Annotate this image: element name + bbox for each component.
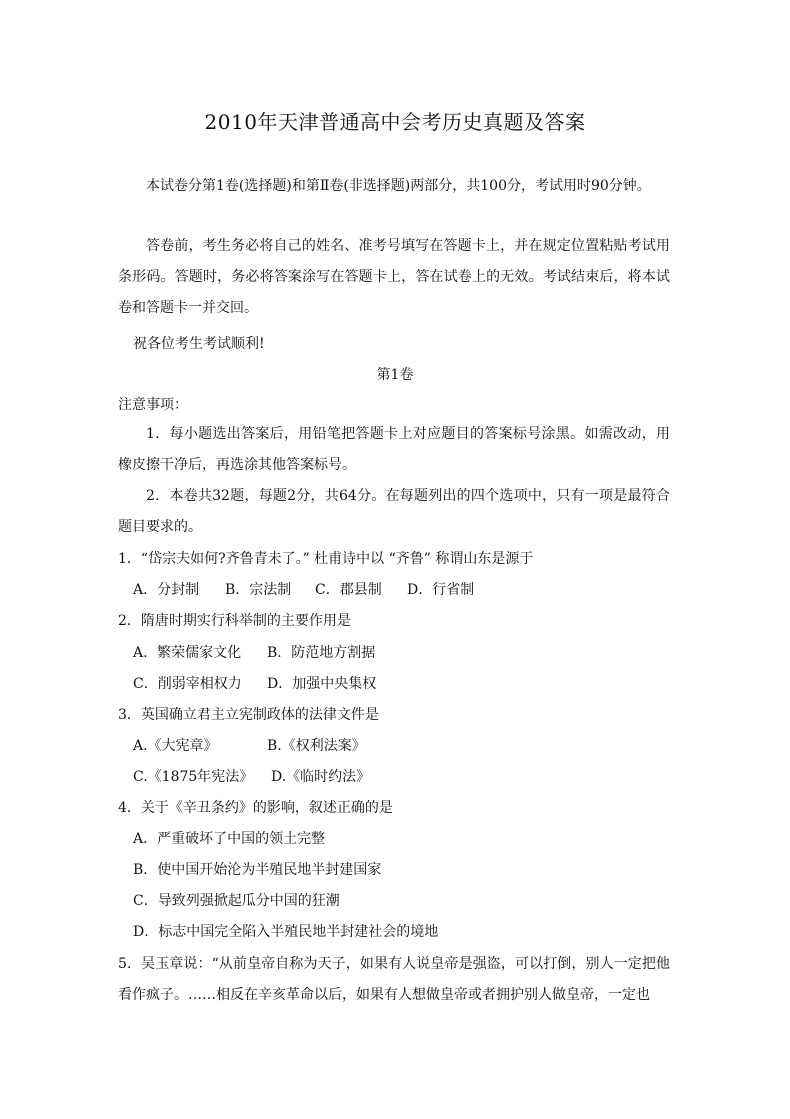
question-2-stem: 2．隋唐时期实行科举制的主要作用是 [118, 613, 351, 629]
option-b: B．防范地方割据 [267, 645, 376, 661]
option-c: C．削弱宰相权力 [133, 676, 242, 692]
instructions-paragraph: 答卷前，考生务必将自己的姓名、准考号填写在答题卡上，并在规定位置粘贴考试用条形码。答题时，务必将答案涂写在答题卡上，答在试卷上的无效。考试结束后，将本试卷和答题卡一并交回。 [118, 238, 670, 316]
option-d: D.《临时约法》 [271, 769, 371, 785]
question-4-option-a: A．严重破坏了中国的领土完整 [133, 831, 326, 847]
option-a: A．分封制 [133, 582, 200, 598]
option-d: D．行省制 [407, 582, 475, 598]
question-4-option-c: C．导致列强掀起瓜分中国的狂潮 [133, 893, 340, 909]
option-c: C．郡县制 [315, 582, 382, 598]
wish-text: 祝各位考生考试顺利! [133, 336, 265, 352]
option-a: A．繁荣儒家文化 [133, 645, 242, 661]
question-4-stem: 4．关于《辛丑条约》的影响，叙述正确的是 [118, 800, 393, 816]
section-title: 第1卷 [376, 367, 414, 383]
question-3-options-row-1 [133, 736, 366, 756]
document-title: 2010年天津普通高中会考历史真题及答案 [204, 110, 586, 134]
option-b: B.《权利法案》 [267, 738, 366, 754]
question-1-stem: 1．“岱宗夫如何?齐鲁青未了。” 杜甫诗中以 “齐鲁” 称谓山东是源于 [118, 551, 534, 567]
question-2-options-row-2 [133, 674, 376, 694]
option-a: A.《大宪章》 [133, 738, 218, 754]
question-1-options [133, 580, 474, 600]
notice-item-2: 2．本卷共32题，每题2分，共64分。在每题列出的四个选项中，只有一项是最符合题目要求的。 [118, 488, 670, 535]
question-5-stem: 5．吴玉章说：“从前皇帝自称为天子，如果有人说皇帝是强盗，可以打倒，别人一定把他看作疯子。……相反在辛亥革命以后，如果有人想做皇帝或者拥护别人做皇帝，一定也 [118, 956, 670, 1003]
question-3-stem: 3．英国确立君主立宪制政体的法律文件是 [118, 707, 379, 723]
intro-paragraph: 本试卷分第1卷(选择题)和第Ⅱ卷(非选择题)两部分，共100分，考试用时90分钟。 [146, 178, 651, 194]
question-4-option-d: D．标志中国完全陷入半殖民地半封建社会的境地 [133, 924, 439, 940]
option-d: D．加强中央集权 [267, 676, 377, 692]
notice-heading: 注意事项： [118, 397, 188, 413]
question-3-options-row-2 [133, 767, 370, 787]
question-4-option-b: B．使中国开始沦为半殖民地半封建国家 [133, 862, 382, 878]
option-b: B．宗法制 [225, 582, 292, 598]
option-c: C.《1875年宪法》 [133, 769, 254, 785]
question-2-options-row-1 [133, 643, 375, 663]
notice-item-1: 1．每小题选出答案后，用铅笔把答题卡上对应题目的答案标号涂黑。如需改动，用橡皮擦干净后，再选涂其他答案标号。 [118, 426, 670, 473]
